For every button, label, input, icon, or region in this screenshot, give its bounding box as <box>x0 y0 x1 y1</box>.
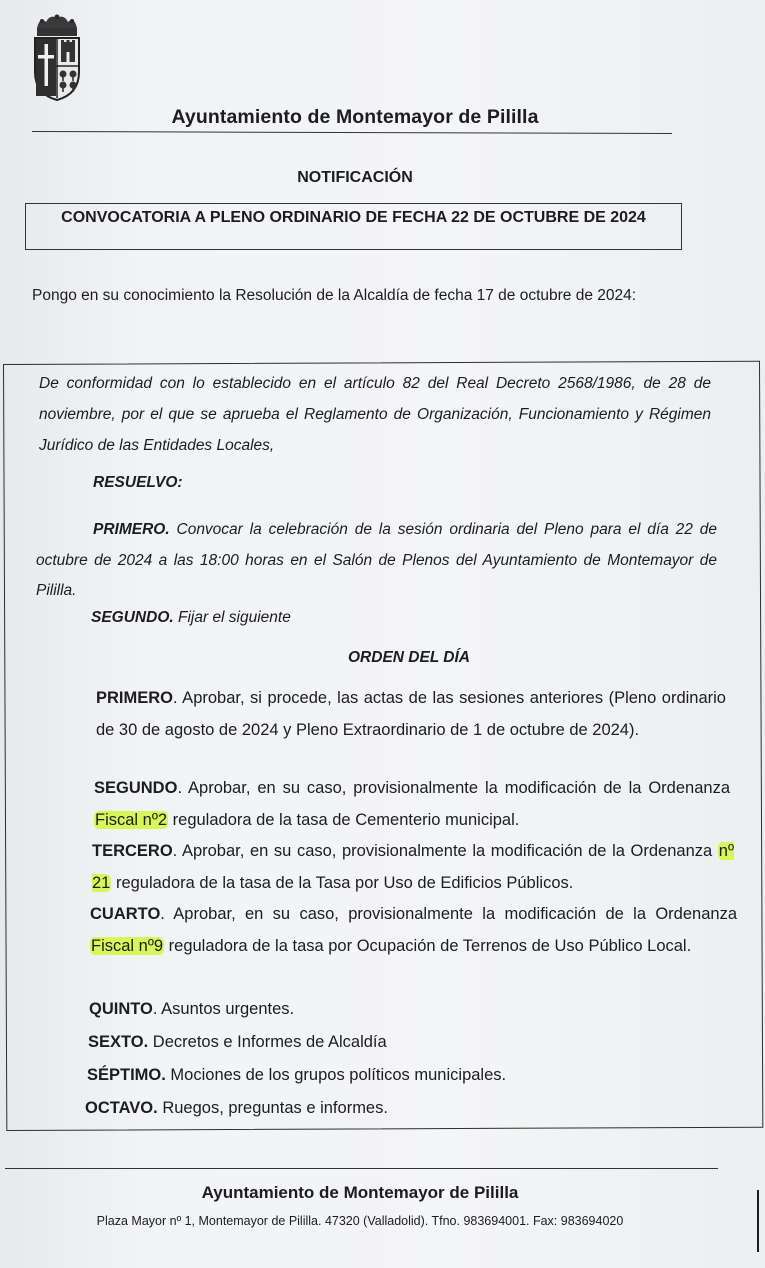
segundo-label: SEGUNDO. <box>91 609 174 626</box>
agenda-item-tercero <box>92 836 734 899</box>
agenda-item-text: reguladora de la tasa de Cementerio municipal. <box>168 810 520 829</box>
orden-del-dia-heading: ORDEN DEL DÍA <box>348 649 471 666</box>
footer-divider <box>5 1168 718 1169</box>
agenda-item-sexto <box>88 1033 387 1052</box>
resolution-segundo <box>91 609 291 627</box>
resolution-preamble: De conformidad con lo establecido en el artículo 82 del Real Decreto 2568/1986, de 28 de noviembre, por el que se aprueba el Reglamento de Organización, Funcionamiento y Régimen Jurídico de las Entidades Locales, <box>39 375 711 454</box>
agenda-item-text: . Aprobar, si procede, las actas de las sesiones anteriores (Pleno ordinario de 30 de agosto de 2024 y Pleno Extraordinario de 1 de octubre de 2024). <box>96 689 726 739</box>
notification-label: NOTIFICACIÓN <box>297 169 413 186</box>
agenda-item-label: SÉPTIMO. <box>87 1066 166 1084</box>
agenda-item-octavo <box>85 1099 388 1118</box>
agenda-item-cuarto <box>90 899 737 962</box>
header-title: Ayuntamiento de Montemayor de Pililla <box>171 106 539 128</box>
header-divider <box>32 131 672 134</box>
agenda-item-quinto <box>89 1000 294 1019</box>
convocation-title-box <box>25 203 682 250</box>
primero-text: Convocar la celebración de la sesión ordinaria del Pleno para el día 22 de octubre de 2024 a las 18:00 horas en el Salón de Plenos del Ayuntamiento de Montemayor de Pililla. <box>36 521 717 599</box>
agenda-item-text: reguladora de la tasa por Ocupación de Terrenos de Uso Público Local. <box>164 936 692 955</box>
footer-address: Plaza Mayor nº 1, Montemayor de Pililla. 47320 (Valladolid). Tfno. 983694001. Fax: 983694020 <box>96 1214 624 1228</box>
agenda-item-text: reguladora de la tasa de la Tasa por Uso de Edificios Públicos. <box>111 873 574 892</box>
agenda-item-label: PRIMERO <box>96 689 174 707</box>
resolution-primero <box>36 515 717 607</box>
convocation-title: CONVOCATORIA A PLENO ORDINARIO DE FECHA 22 DE OCTUBRE DE 2024 <box>61 209 646 226</box>
highlighted-text: Fiscal nº2 <box>95 810 168 829</box>
primero-label: PRIMERO. <box>93 521 170 538</box>
agenda-item-text: . Aprobar, en su caso, provisionalmente la modificación de la Ordenanza <box>160 905 737 923</box>
footer-title: Ayuntamiento de Montemayor de Pililla <box>201 1183 519 1202</box>
agenda-item-primero <box>96 683 726 746</box>
agenda-item-label: CUARTO <box>90 905 161 923</box>
highlighted-text: nº 21 <box>92 842 734 892</box>
agenda-item-text: . Aprobar, en su caso, provisionalmente la modificación de la Ordenanza <box>172 842 718 860</box>
agenda-item-segundo <box>94 773 730 836</box>
agenda-item-text: Ruegos, preguntas e informes. <box>157 1099 388 1117</box>
agenda-item-label: TERCERO <box>92 842 173 860</box>
agenda-item-text: . Aprobar, en su caso, provisionalmente la modificación de la Ordenanza <box>177 779 730 797</box>
agenda-item-label: OCTAVO. <box>85 1099 158 1117</box>
intro-paragraph: Pongo en su conocimiento la Resolución de la Alcaldía de fecha 17 de octubre de 2024: <box>32 287 637 304</box>
agenda-item-text: . Asuntos urgentes. <box>152 1000 295 1018</box>
agenda-item-label: SEGUNDO <box>94 779 178 797</box>
resuelvo-heading: RESUELVO: <box>93 474 183 491</box>
agenda-item-label: SEXTO. <box>88 1033 149 1051</box>
coat-of-arms-logo <box>32 14 82 102</box>
page-edge-mark <box>757 1190 765 1252</box>
segundo-text: Fijar el siguiente <box>173 609 291 626</box>
agenda-item-label: QUINTO <box>89 1000 153 1018</box>
highlighted-text: Fiscal nº9 <box>91 936 164 955</box>
agenda-item-text: Decretos e Informes de Alcaldía <box>148 1033 387 1051</box>
agenda-item-septimo <box>87 1066 506 1085</box>
agenda-item-text: Mociones de los grupos políticos municipales. <box>165 1066 507 1084</box>
